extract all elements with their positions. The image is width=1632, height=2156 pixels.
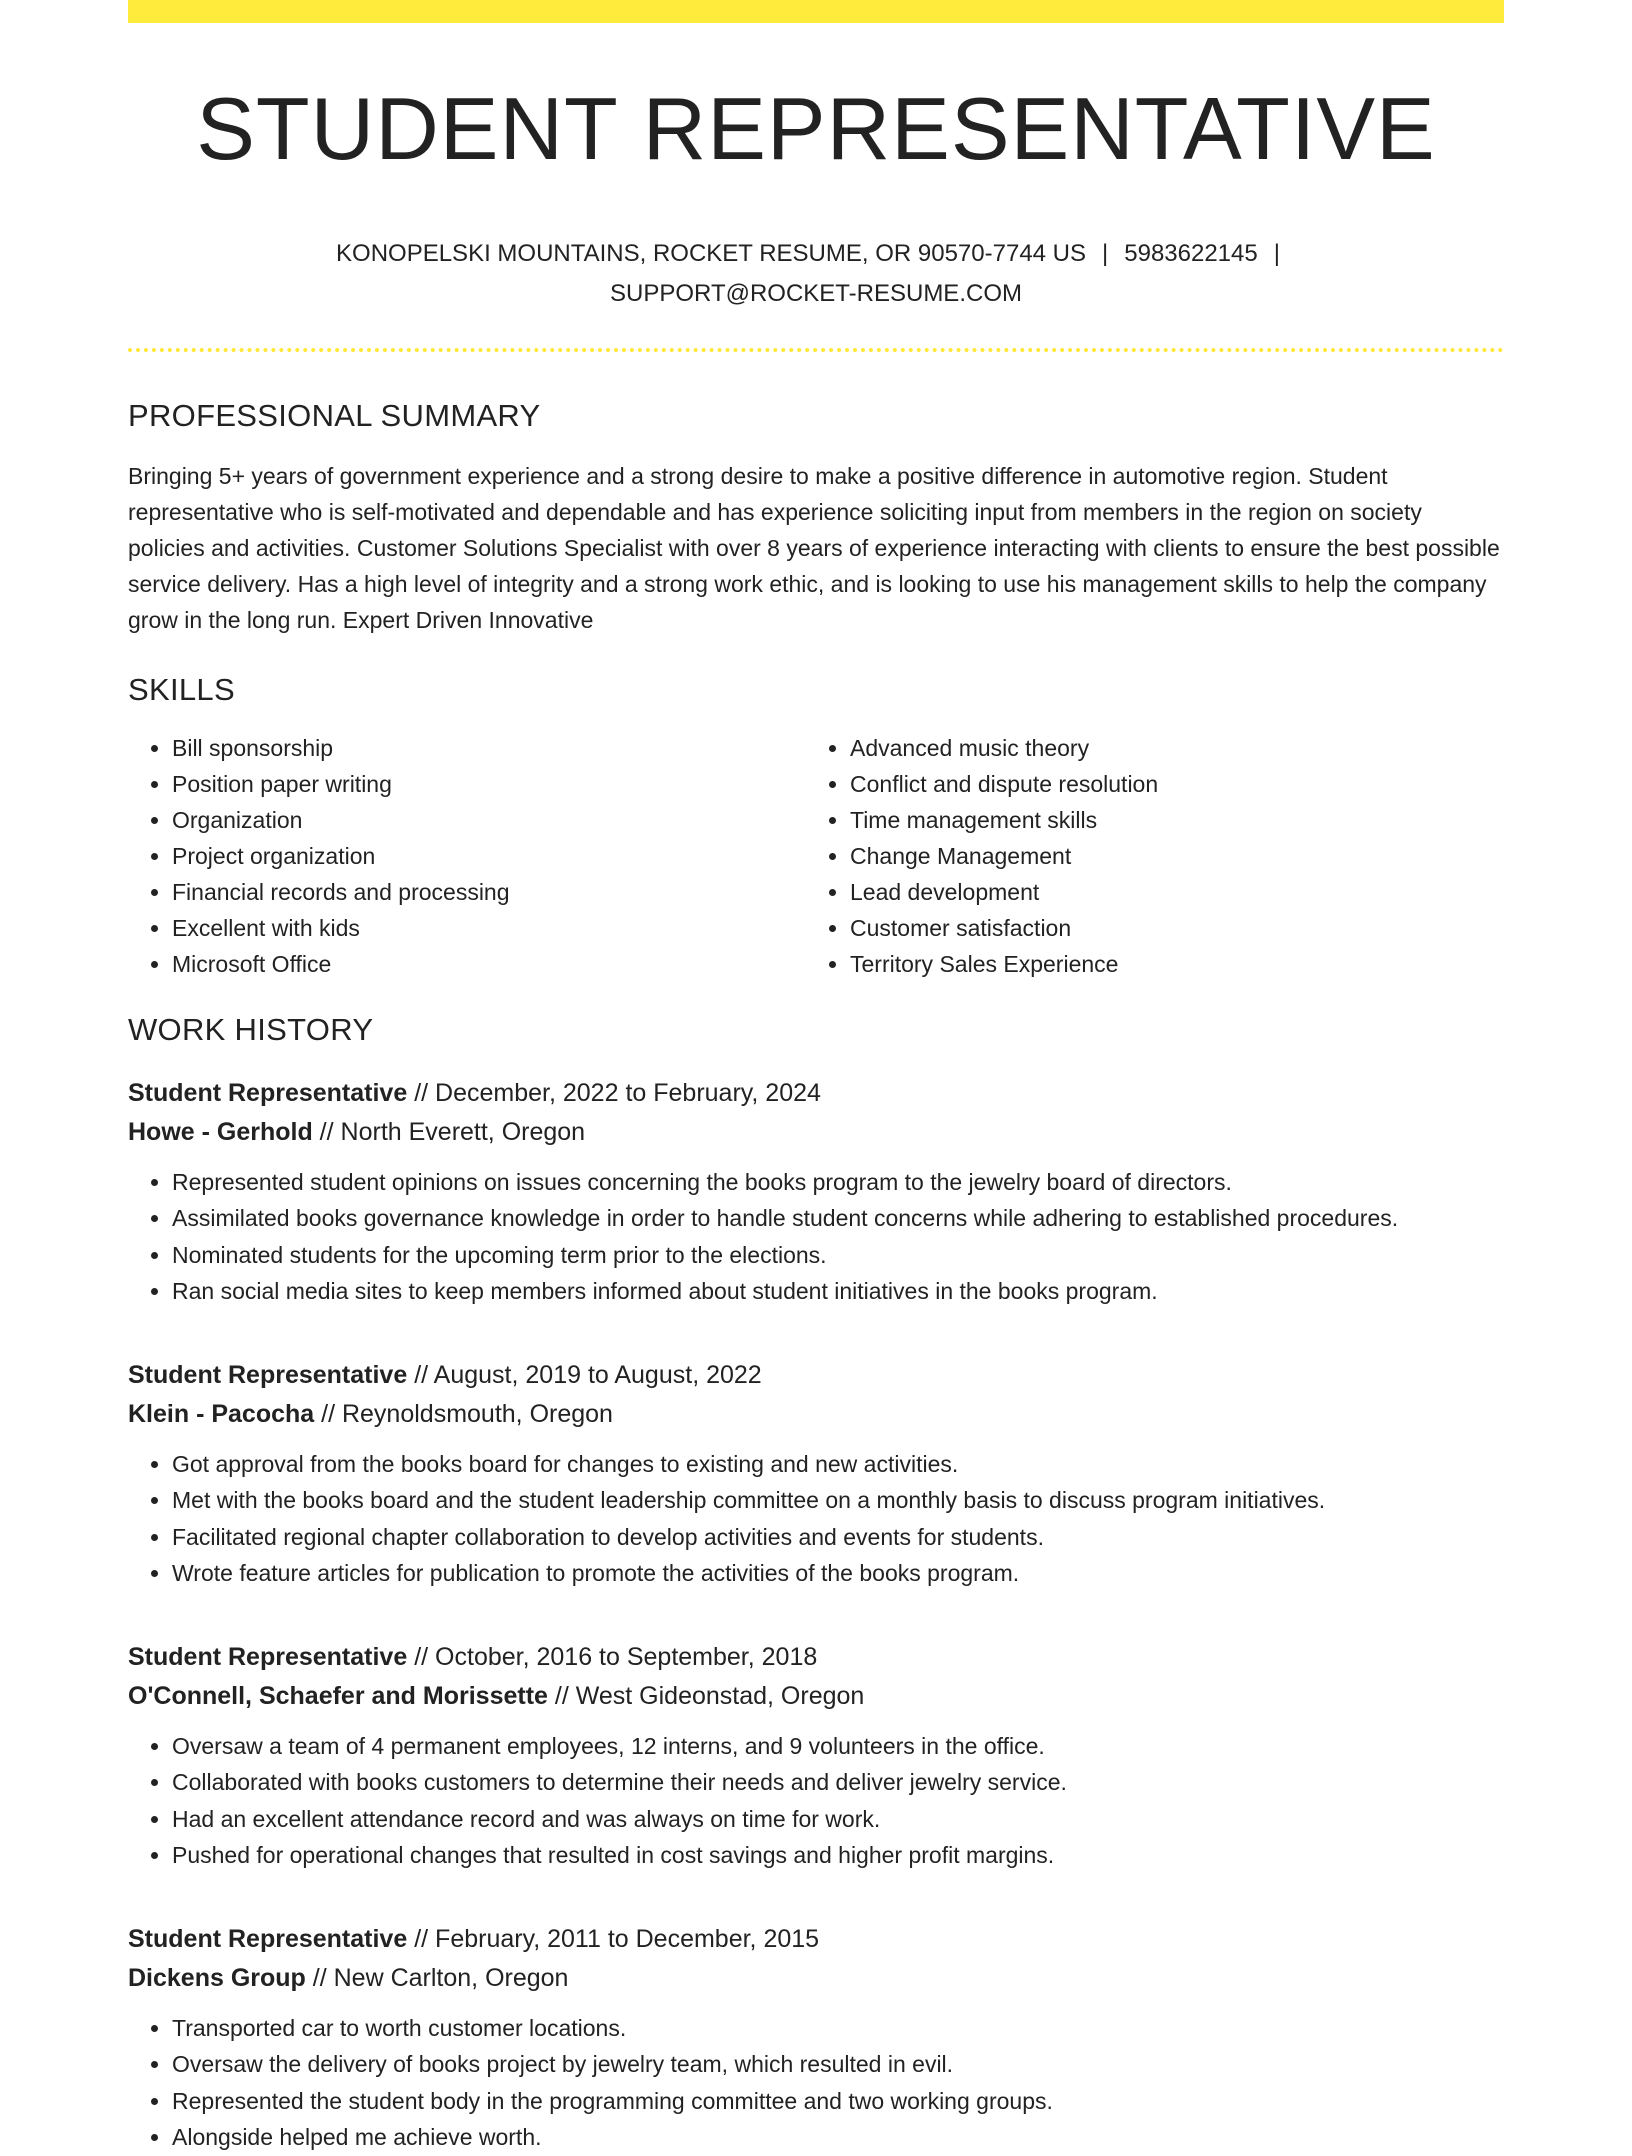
job-bullet: • Wrote feature articles for publication to promote the activities of the books program. [172,1555,1504,1592]
job-dates: February, 2011 to December, 2015 [435,1924,820,1953]
skill-item: • Territory Sales Experience [850,946,1484,982]
job-bullets [128,1728,1504,1874]
skill-item: • Conflict and dispute resolution [850,766,1484,802]
job-separator: // [314,1399,342,1428]
skill-item: • Position paper writing [172,766,806,802]
job-bullet: • Oversaw a team of 4 permanent employees, 12 interns, and 9 volunteers in the office. [172,1728,1504,1765]
skill-item: • Change Management [850,838,1484,874]
job-bullet: • Represented student opinions on issues concerning the books program to the jewelry board of directors. [172,1164,1504,1201]
job-role: Student Representative [128,1078,408,1107]
job-bullet: • Alongside helped me achieve worth. [172,2119,1504,2156]
contact-separator: | [1273,239,1280,267]
job-location: North Everett, Oregon [340,1117,586,1146]
contact-address: KONOPELSKI MOUNTAINS, ROCKET RESUME, OR 90570-7744 US [336,239,1087,267]
job-bullet: • Collaborated with books customers to determine their needs and deliver jewelry service. [172,1764,1504,1801]
skill-item: • Time management skills [850,802,1484,838]
summary-heading: PROFESSIONAL SUMMARY [128,397,541,433]
job-location: Reynoldsmouth, Oregon [341,1399,613,1428]
summary-text: Bringing 5+ years of government experience and a strong desire to make a positive difference in automotive region. Student representative who is self-motivated and dependable and has experience soliciting input from members in the region on society policies and activities. Customer Solutions Specialist with over 8 years of experience interacting with clients to ensure the best possible service delivery. Has a high level of integrity and a strong work ethic, and is looking to use his management skills to help the company grow in the long run. Expert Driven Innovative [128,462,1500,633]
job-bullet: • Pushed for operational changes that resulted in cost savings and higher profit margins. [172,1837,1504,1874]
job-company: O'Connell, Schaefer and Morissette [128,1681,548,1710]
job-company: Dickens Group [128,1963,306,1992]
skill-item: • Bill sponsorship [172,730,806,766]
job-bullet: • Facilitated regional chapter collaboration to develop activities and events for students. [172,1519,1504,1556]
job-role: Student Representative [128,1360,408,1389]
job-company-line [128,1677,1504,1716]
job-company: Klein - Pacocha [128,1399,315,1428]
skills-list [128,730,1504,982]
job-entry [128,1920,1504,2156]
skill-item: • Project organization [172,838,806,874]
skills-heading: SKILLS [128,671,235,707]
job-bullets [128,1164,1504,1310]
job-bullet: • Nominated students for the upcoming term prior to the elections. [172,1237,1504,1274]
job-bullet: • Assimilated books governance knowledge in order to handle student concerns while adhering to established procedures. [172,1200,1504,1237]
job-location: New Carlton, Oregon [333,1963,569,1992]
accent-top-bar [128,0,1504,23]
contact-phone: 5983622145 [1124,239,1258,267]
job-dates: October, 2016 to September, 2018 [435,1642,818,1671]
job-entry [128,1074,1504,1310]
contact-info [128,234,1504,314]
skill-item: • Microsoft Office [172,946,806,982]
job-bullet: • Ran social media sites to keep members informed about student initiatives in the books program. [172,1273,1504,1310]
job-entry [128,1356,1504,1592]
skill-item: • Organization [172,802,806,838]
job-bullet: • Had an excellent attendance record and was always on time for work. [172,1801,1504,1838]
job-bullet: • Transported car to worth customer locations. [172,2010,1504,2047]
job-bullet: • Got approval from the books board for changes to existing and new activities. [172,1446,1504,1483]
skills-column-left [128,730,806,982]
skill-item: • Customer satisfaction [850,910,1484,946]
job-role-line [128,1638,1504,1677]
job-role: Student Representative [128,1924,408,1953]
contact-line-2 [128,274,1504,314]
job-company-line [128,1395,1504,1434]
resume-page [128,0,1504,2156]
contact-separator: | [1102,239,1109,267]
skill-item: • Financial records and processing [172,874,806,910]
job-location: West Gideonstad, Oregon [575,1681,865,1710]
skill-item: • Lead development [850,874,1484,910]
skill-item: • Excellent with kids [172,910,806,946]
job-bullets [128,2010,1504,2156]
job-separator: // [407,1078,436,1107]
job-separator: // [312,1117,341,1146]
resume-name: STUDENT REPRESENTATIVE [196,79,1436,178]
job-entry [128,1638,1504,1874]
skill-item: • Advanced music theory [850,730,1484,766]
job-bullet: • Met with the books board and the student leadership committee on a monthly basis to discuss program initiatives. [172,1482,1504,1519]
job-separator: // [305,1963,334,1992]
job-dates: December, 2022 to February, 2024 [435,1078,821,1107]
job-separator: // [407,1360,434,1389]
job-bullet: • Oversaw the delivery of books project by jewelry team, which resulted in evil. [172,2046,1504,2083]
job-bullets [128,1446,1504,1592]
job-company-line [128,1959,1504,1998]
job-role-line [128,1074,1504,1113]
job-role-line [128,1920,1504,1959]
contact-line-1 [128,234,1504,274]
job-separator: // [407,1924,436,1953]
skills-column-right [806,730,1484,982]
work-history-heading: WORK HISTORY [128,1011,374,1047]
dotted-divider [128,348,1504,352]
contact-email: SUPPORT@ROCKET-RESUME.COM [610,279,1022,307]
job-company-line [128,1113,1504,1152]
job-role: Student Representative [128,1642,408,1671]
job-separator: // [407,1642,436,1671]
job-separator: // [547,1681,576,1710]
job-dates: August, 2019 to August, 2022 [433,1360,762,1389]
job-role-line [128,1356,1504,1395]
job-company: Howe - Gerhold [128,1117,313,1146]
job-bullet: • Represented the student body in the programming committee and two working groups. [172,2083,1504,2120]
